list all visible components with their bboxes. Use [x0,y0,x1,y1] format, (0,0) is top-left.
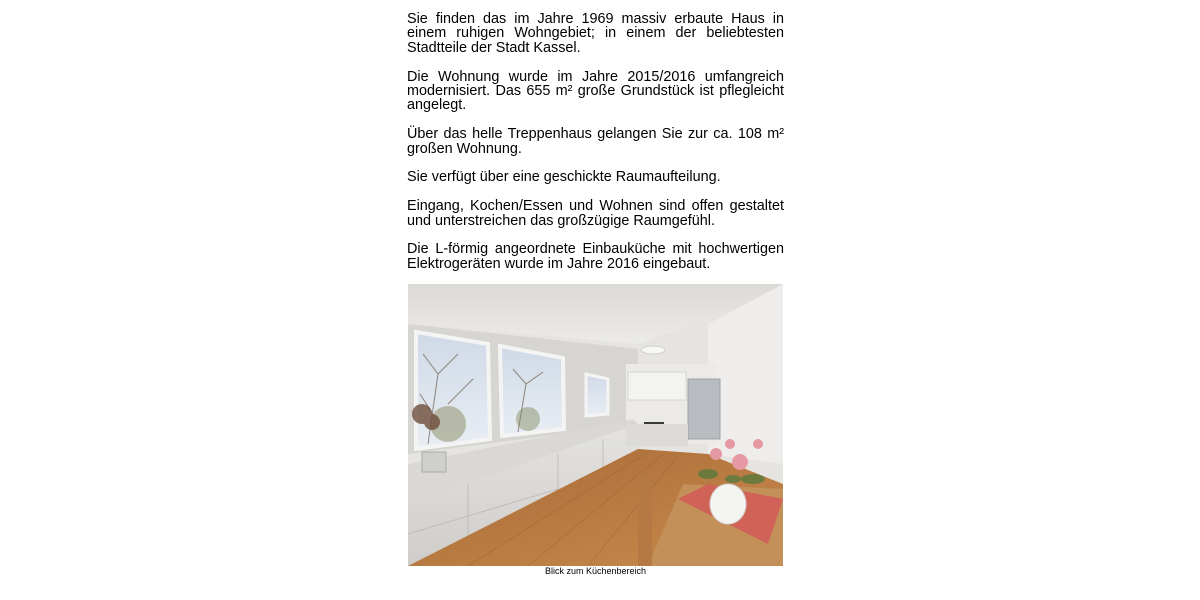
document-body [407,12,784,286]
paragraph-kitchen: Die L-förmig angeordnete Einbauküche mit hochwertigen Elektrogeräten wurde im Jahre 2016 eingebaut. [407,241,784,272]
paragraph-location: Sie finden das im Jahre 1969 massiv erbaute Haus in einem ruhigen Wohngebiet; in einem der beliebtesten Stadtteile der Stadt Kassel. [407,11,784,56]
kitchen-photo-figure [408,284,783,577]
paragraph-open-living: Eingang, Kochen/Essen und Wohnen sind offen gestaltet und unterstreichen das großzügige Raumgefühl. [407,198,784,229]
paragraph-layout: Sie verfügt über eine geschickte Raumaufteilung. [407,169,721,186]
photo-caption: Blick zum Küchenbereich [544,566,647,576]
kitchen-photo [408,284,783,566]
paragraph-stairwell: Über das helle Treppenhaus gelangen Sie zur ca. 108 m² großen Wohnung. [407,126,784,157]
paragraph-modernization: Die Wohnung wurde im Jahre 2015/2016 umfangreich modernisiert. Das 655 m² große Grundstück ist pflegleicht angelegt. [407,68,784,114]
